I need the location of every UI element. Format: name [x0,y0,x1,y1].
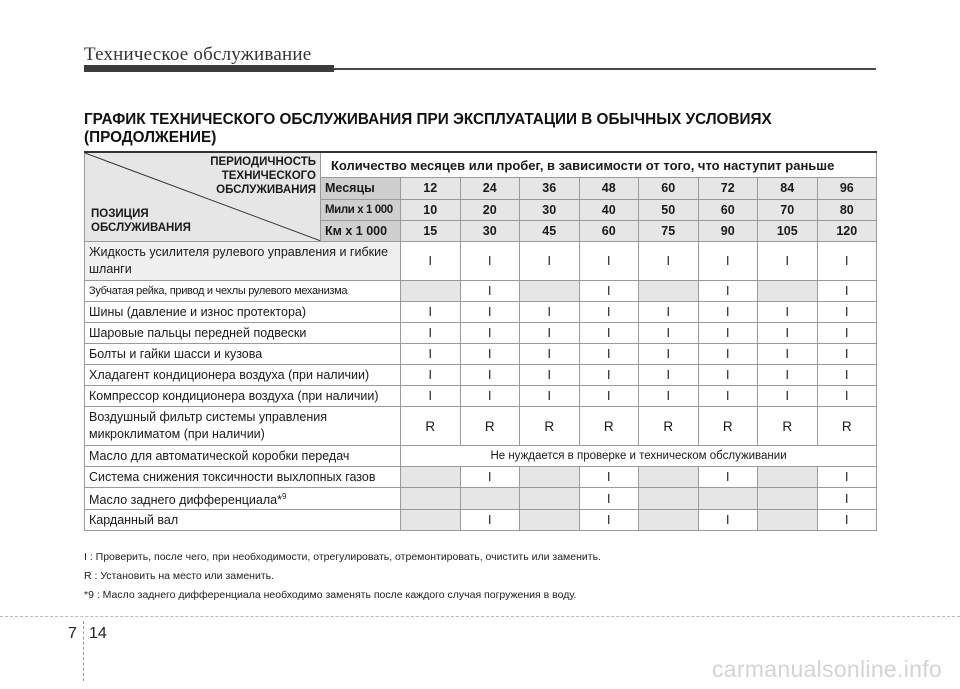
row-cell [401,467,461,488]
watermark: carmanualsonline.info [711,656,942,682]
row-cell: I [698,365,758,386]
row-cell: I [401,302,461,323]
header-cell: 70 [758,199,818,220]
header-cell: 105 [758,220,818,241]
header-cell: 20 [460,199,520,220]
row-note: Не нуждается в проверке и техническом обслуживании [401,446,877,467]
row-cell [639,510,699,531]
row-item: Карданный вал [85,510,401,531]
header-cell: 84 [758,178,818,199]
header-cell: 45 [520,220,580,241]
row-cell: I [698,467,758,488]
footnote-mark: 9 [281,492,287,501]
table-corner-cell [85,152,321,242]
row-cell: I [639,365,699,386]
row-cell [520,467,580,488]
row-cell: I [698,281,758,302]
row-cell: R [460,407,520,446]
row-cell: I [520,302,580,323]
row-cell: I [817,467,877,488]
row-item-text: Масло заднего дифференциала* [89,493,282,508]
row-cell: R [698,407,758,446]
row-cell: I [401,386,461,407]
row-cell: I [639,386,699,407]
row-cell [520,281,580,302]
row-cell: I [639,242,699,281]
row-cell: I [698,510,758,531]
row-cell [758,467,818,488]
row-cell: I [817,242,877,281]
table-row [85,302,877,323]
row-cell: I [460,386,520,407]
row-cell [639,467,699,488]
page-number: 14 [89,625,107,642]
row-cell: I [579,488,639,510]
row-cell: I [639,323,699,344]
row-cell: I [520,386,580,407]
row-item: Масло для автоматической коробки передач [85,446,401,467]
row-cell: I [401,365,461,386]
header-cell: 120 [817,220,877,241]
legend-item: R : Установить на место или заменить. [84,570,275,582]
row-cell: R [817,407,877,446]
table-row [85,446,877,467]
row-cell: I [460,302,520,323]
row-cell [520,488,580,510]
header-cell: 48 [579,178,639,199]
row-cell: R [401,407,461,446]
header-cell: 72 [698,178,758,199]
header-cell: 30 [520,199,580,220]
section-title: Техническое обслуживание [84,44,312,65]
header-cell: 50 [639,199,699,220]
row-cell: I [758,365,818,386]
header-cell: 96 [817,178,877,199]
row-cell: I [817,323,877,344]
table-row [85,386,877,407]
row-cell: I [520,344,580,365]
row-cell: I [401,242,461,281]
header-cell: 12 [401,178,461,199]
row-cell: I [817,510,877,531]
row-cell: I [579,344,639,365]
header-cell: 60 [698,199,758,220]
row-cell [758,281,818,302]
row-cell: I [698,344,758,365]
row-item: Воздушный фильтр системы управления микроклиматом (при наличии) [85,407,401,446]
row-cell: I [460,344,520,365]
row-cell: I [579,365,639,386]
row-cell: I [520,365,580,386]
table-row [85,407,877,446]
row-cell: I [758,344,818,365]
chapter-number: 7 [68,625,77,642]
row-item: Хладагент кондиционера воздуха (при наличии) [85,365,401,386]
row-cell: R [758,407,818,446]
row-item: Компрессор кондиционера воздуха (при наличии) [85,386,401,407]
corner-position-label: ПОЗИЦИЯ ОБСЛУЖИВАНИЯ [91,208,191,234]
row-cell: I [639,302,699,323]
header-row-label: Месяцы [321,178,401,199]
row-item: Шаровые пальцы передней подвески [85,323,401,344]
row-cell: I [579,281,639,302]
header-cell: 36 [520,178,580,199]
table-row [85,281,877,302]
header-cell: 40 [579,199,639,220]
row-cell: R [520,407,580,446]
row-cell: R [579,407,639,446]
maintenance-schedule-table [84,151,877,531]
page-number-divider [83,621,84,681]
row-item: Система снижения токсичности выхлопных газов [85,467,401,488]
row-cell [758,488,818,510]
header-cell: 80 [817,199,877,220]
row-cell: I [460,281,520,302]
row-cell [520,510,580,531]
row-item: Шины (давление и износ протектора) [85,302,401,323]
row-item [85,488,401,510]
row-cell [698,488,758,510]
schedule-title: ГРАФИК ТЕХНИЧЕСКОГО ОБСЛУЖИВАНИЯ ПРИ ЭКСПЛУАТАЦИИ В ОБЫЧНЫХ УСЛОВИЯХ (ПРОДОЛЖЕНИЕ) [84,111,772,146]
row-cell: I [460,323,520,344]
legend-item: I : Проверить, после чего, при необходимости, отрегулировать, отремонтировать, очистить или заменить. [84,551,601,563]
header-bar [84,65,334,72]
header-rule [334,68,876,70]
row-item: Жидкость усилителя рулевого управления и гибкие шланги [85,242,401,281]
row-cell: I [698,386,758,407]
row-cell: I [460,242,520,281]
header-cell: 24 [460,178,520,199]
row-cell: I [579,510,639,531]
row-cell: I [460,467,520,488]
row-cell: I [817,386,877,407]
header-cell: 75 [639,220,699,241]
header-cell: 90 [698,220,758,241]
row-cell [758,510,818,531]
row-cell: I [817,302,877,323]
header-cell: 15 [401,220,461,241]
row-cell: R [639,407,699,446]
table-row [85,467,877,488]
row-cell: I [817,365,877,386]
page-divider [0,616,960,617]
row-cell: I [401,344,461,365]
row-cell: I [758,323,818,344]
row-cell [460,488,520,510]
row-cell: I [758,302,818,323]
row-cell: I [401,323,461,344]
row-cell: I [579,467,639,488]
row-cell: I [579,242,639,281]
row-cell: I [698,323,758,344]
legend-item: *9 : Масло заднего дифференциала необходимо заменять после каждого случая погружения в воду. [84,589,577,601]
header-cell: 30 [460,220,520,241]
row-cell: I [579,302,639,323]
row-cell: I [758,242,818,281]
row-item: Болты и гайки шасси и кузова [85,344,401,365]
row-cell: I [639,344,699,365]
table-row [85,365,877,386]
table-row [85,344,877,365]
header-row-label: Км x 1 000 [321,220,401,241]
header-cell: 60 [579,220,639,241]
row-cell [401,510,461,531]
row-item: Зубчатая рейка, привод и чехлы рулевого механизма [85,281,401,302]
corner-period-label: ПЕРИОДИЧНОСТЬ ТЕХНИЧЕСКОГО ОБСЛУЖИВАНИЯ [210,156,316,196]
legend [84,548,601,605]
row-cell [639,281,699,302]
row-cell: I [579,323,639,344]
header-cell: 60 [639,178,699,199]
interval-header: Количество месяцев или пробег, в зависимости от того, что наступит раньше [321,152,877,178]
row-cell: I [520,323,580,344]
table-row [85,510,877,531]
row-cell [639,488,699,510]
row-cell: I [520,242,580,281]
table-row [85,323,877,344]
row-cell: I [698,242,758,281]
table-row [85,488,877,510]
header-cell: 10 [401,199,461,220]
header-row-label: Мили x 1 000 [321,199,401,220]
row-cell: I [460,510,520,531]
row-cell: I [579,386,639,407]
row-cell: I [698,302,758,323]
row-cell: I [817,281,877,302]
row-cell [401,488,461,510]
row-cell: I [758,386,818,407]
row-cell: I [817,488,877,510]
row-cell [401,281,461,302]
row-cell: I [460,365,520,386]
table-row [85,242,877,281]
row-cell: I [817,344,877,365]
